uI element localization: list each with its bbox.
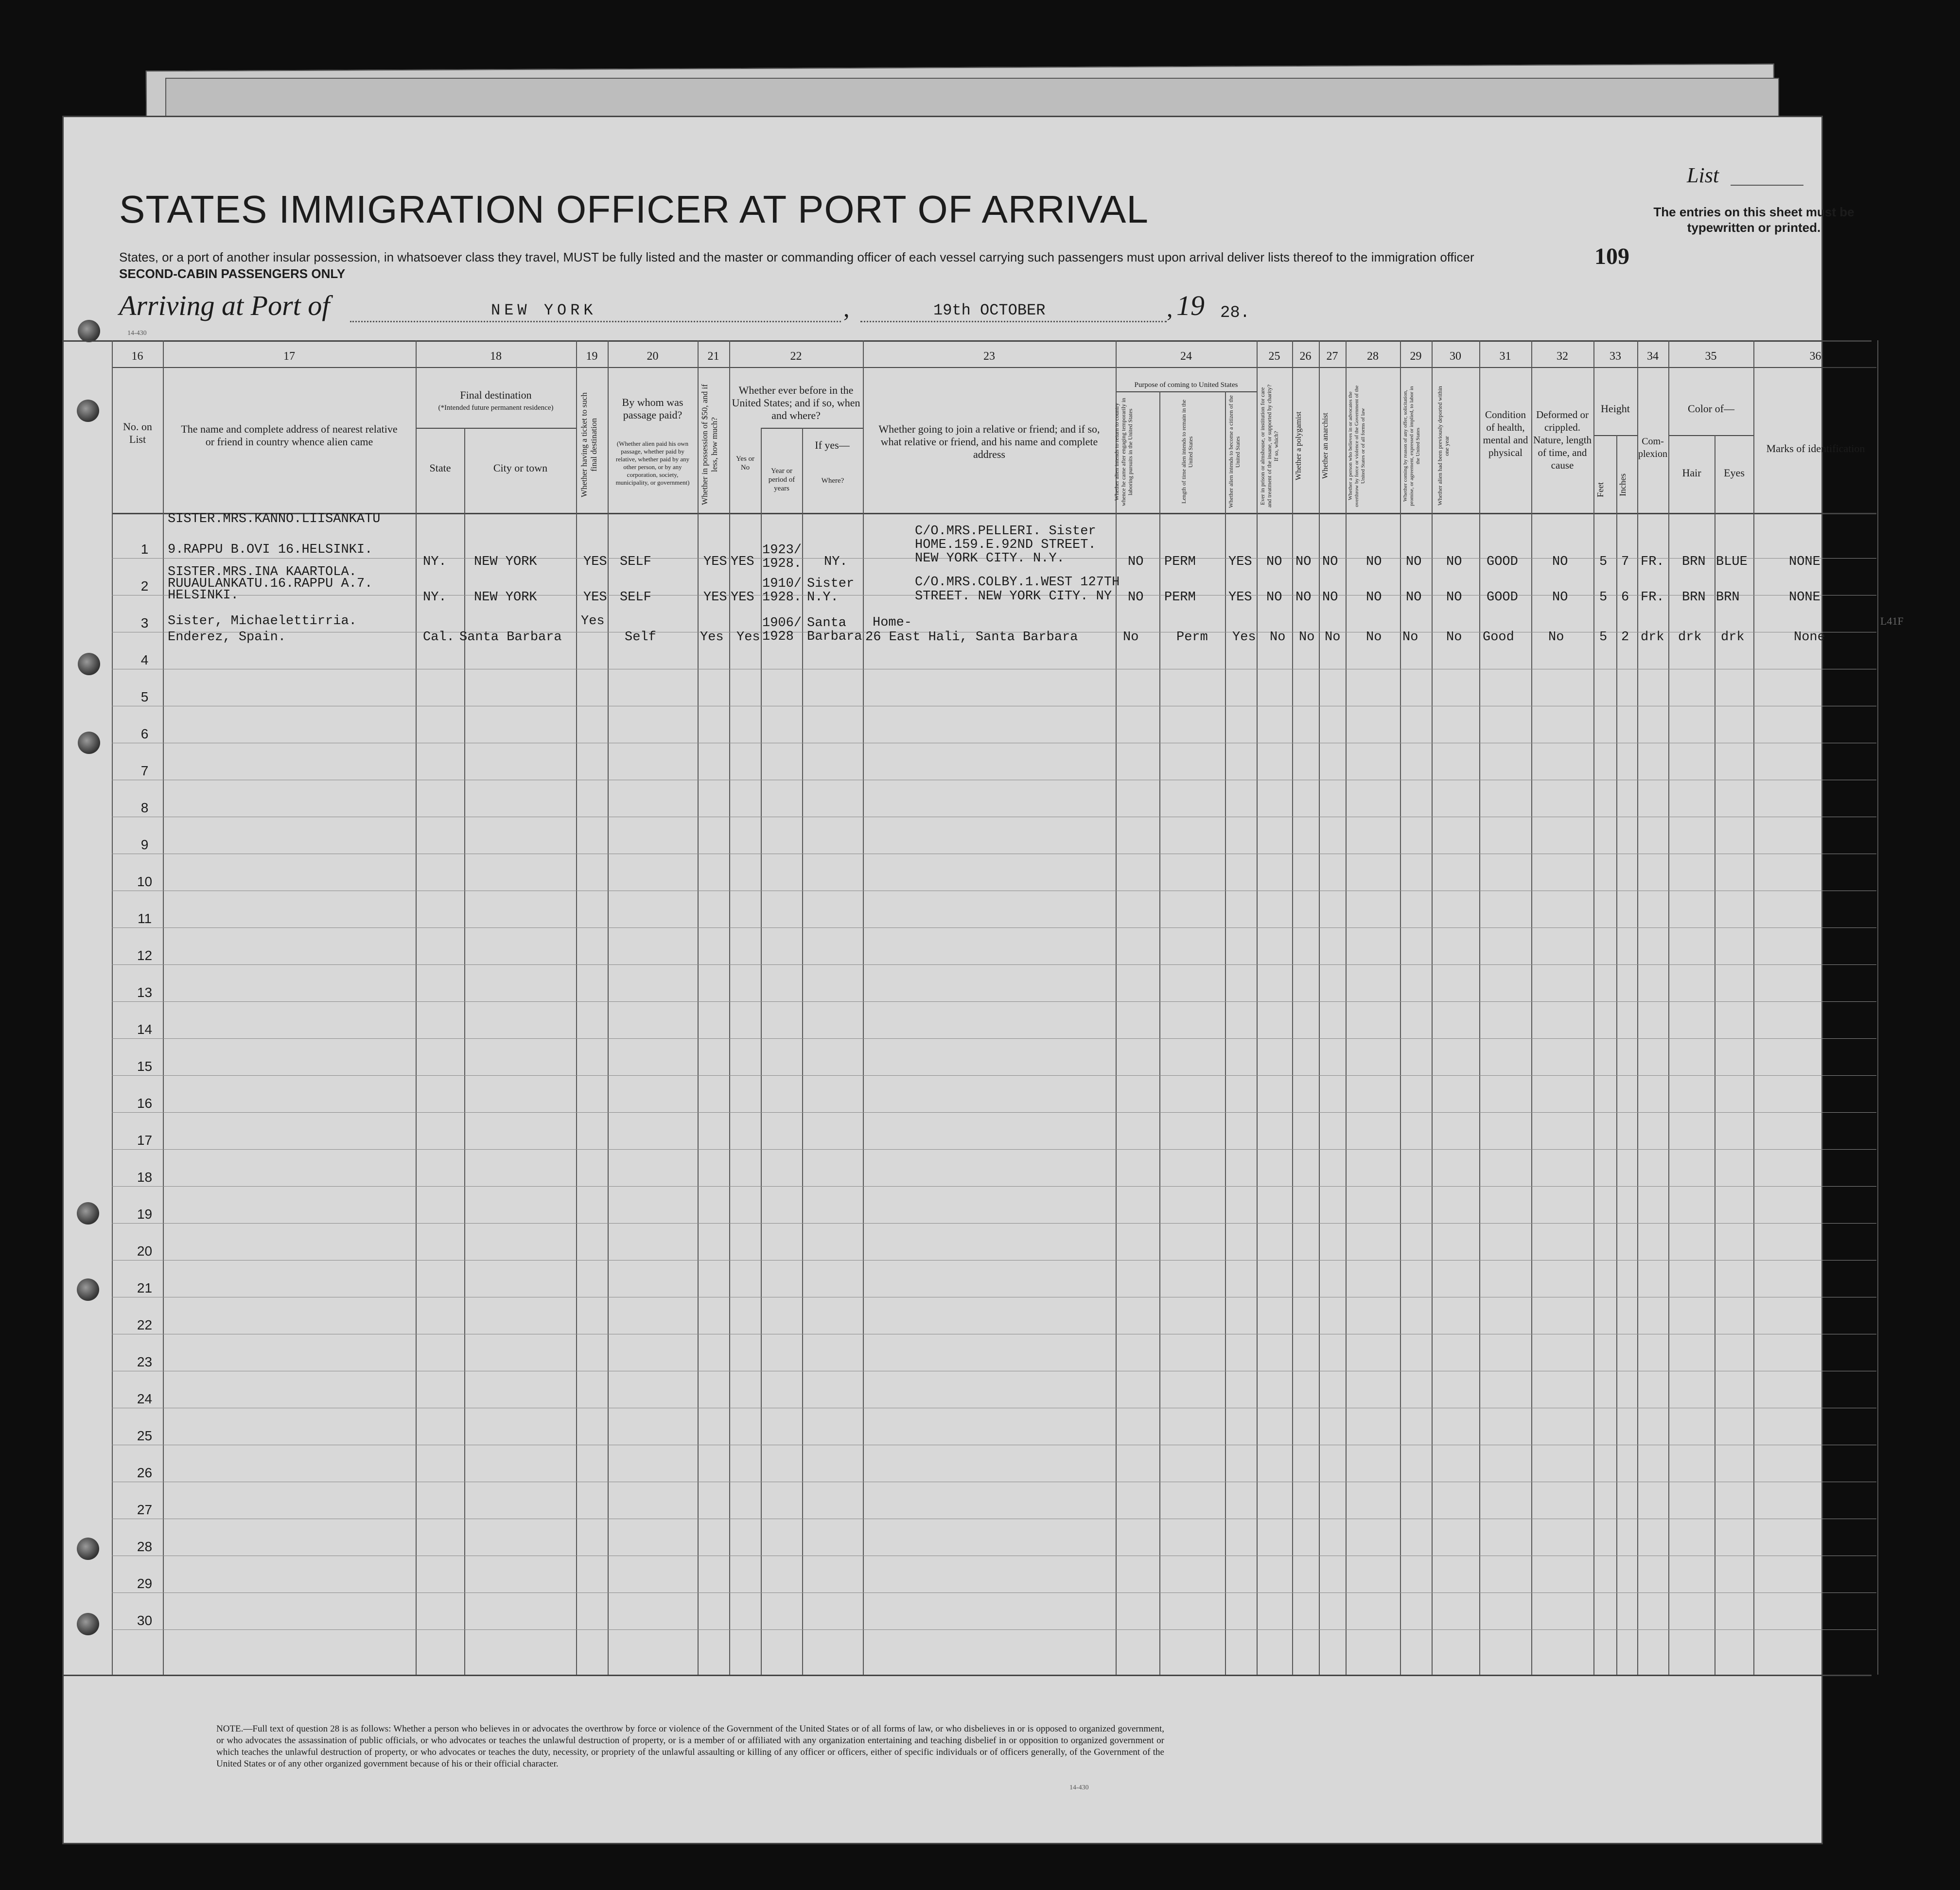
row-number: 18 — [137, 1170, 153, 1185]
ticket-cell: Yes — [581, 614, 605, 629]
polygamist-cell: NO — [1295, 590, 1312, 605]
q29-cell: No — [1402, 630, 1418, 645]
header-polygamist: Whether a polygamist — [1295, 411, 1303, 481]
punch-hole — [77, 400, 99, 422]
anarchist-cell: NO — [1322, 590, 1338, 605]
inches-cell: 6 — [1621, 590, 1629, 605]
paid-by-cell: Self — [625, 630, 656, 645]
header-paid-by-note: (Whether alien paid his own passage, whether paid by relative, whether paid by any other person, or by any corporation, society, municipality, or government) — [615, 440, 690, 486]
row-separator — [112, 1223, 1876, 1224]
column-line — [1616, 435, 1617, 1675]
column-number: 16 — [131, 350, 143, 363]
header-if-yes: If yes— — [815, 439, 850, 451]
column-number: 29 — [1410, 350, 1422, 363]
punch-hole — [77, 1613, 99, 1635]
row-number: 14 — [137, 1022, 153, 1037]
row-separator — [112, 1001, 1876, 1002]
row-number: 7 — [140, 763, 149, 778]
anarchist-cell: NO — [1322, 555, 1338, 569]
margin-annotation: L41F — [1880, 615, 1904, 627]
column-number: 21 — [707, 350, 719, 363]
header-q30: Whether alien had been previously deported within one year — [1436, 386, 1450, 506]
eyes-cell: drk — [1721, 630, 1745, 645]
column-number: 22 — [790, 350, 802, 363]
deformed-cell: NO — [1552, 590, 1568, 605]
column-number-row-border — [112, 367, 1876, 368]
header-possession: Whether in possession of $50, and if less, how much? — [700, 384, 719, 506]
column-number: 23 — [983, 350, 995, 363]
possession-cell: Yes — [700, 630, 724, 645]
typewritten-instruction: The entries on this sheet must be typewritten or printed. — [1653, 205, 1855, 235]
polygamist-cell: No — [1299, 630, 1315, 645]
where-cell: Sister N.Y. — [807, 577, 855, 605]
paid-by-cell: SELF — [620, 555, 651, 569]
city-cell: Santa Barbara — [459, 630, 562, 645]
row-number: 13 — [137, 985, 153, 1000]
row-number: 29 — [137, 1576, 153, 1591]
column-line — [802, 428, 803, 1675]
row-number: 22 — [137, 1317, 153, 1332]
column-number: 17 — [283, 350, 295, 363]
condition-cell: GOOD — [1487, 590, 1518, 605]
q30-cell: NO — [1446, 590, 1462, 605]
table-bottom-border — [62, 1675, 1872, 1676]
column-line — [464, 428, 465, 1675]
cabin-class: SECOND-CABIN PASSENGERS ONLY — [119, 266, 346, 281]
column-number: 19 — [586, 350, 598, 363]
years-cell: 1906/ 1928 — [762, 616, 802, 644]
complexion-cell: FR. — [1641, 555, 1664, 569]
column-number: 32 — [1557, 350, 1568, 363]
paid-by-cell: SELF — [620, 590, 651, 605]
deformed-cell: NO — [1552, 555, 1568, 569]
before-cell: Yes — [736, 630, 760, 645]
purpose-return-cell: No — [1123, 630, 1139, 645]
row-number: 5 — [140, 689, 149, 704]
purpose-subline — [1116, 391, 1257, 392]
row-separator — [112, 1149, 1876, 1150]
joining-cell: STREET. NEW YORK CITY. NY — [915, 589, 1112, 604]
column-line — [1432, 340, 1433, 1675]
row-number: 23 — [137, 1354, 153, 1369]
column-number: 26 — [1299, 350, 1312, 363]
year-prefix: 19 — [1176, 290, 1205, 321]
column-number: 33 — [1610, 350, 1621, 363]
state-cell: Cal. — [423, 630, 455, 645]
purpose-length-cell: PERM — [1164, 555, 1196, 569]
row-number: 19 — [137, 1207, 153, 1222]
column-line — [1225, 391, 1226, 1675]
final-dest-subline — [416, 428, 576, 429]
purpose-return-cell: NO — [1128, 590, 1144, 605]
header-deformed: Deformed or crippled. Nature, length of time, and cause — [1533, 409, 1592, 471]
header-ticket: Whether having a ticket to such final destination — [579, 392, 598, 497]
footer-form-code: 14-430 — [1069, 1784, 1089, 1791]
row-number: 3 — [140, 615, 149, 630]
header-state: State — [429, 462, 451, 474]
row-separator — [112, 1186, 1876, 1187]
row-number: 2 — [140, 578, 149, 594]
column-line — [1159, 391, 1160, 1675]
row-number: 12 — [137, 948, 153, 963]
header-year-period: Year or period of years — [768, 467, 795, 492]
prison-cell: NO — [1266, 555, 1282, 569]
feet-cell: 5 — [1599, 590, 1608, 605]
row-number: 8 — [140, 800, 149, 815]
header-before: Whether ever before in the United States; and if so, when and where? — [732, 384, 860, 421]
height-subline — [1593, 435, 1637, 436]
punch-hole — [77, 1202, 99, 1225]
ticket-cell: YES — [583, 590, 607, 605]
row-number: 6 — [140, 726, 149, 741]
manifest-sheet — [62, 116, 1823, 1844]
q30-cell: No — [1446, 630, 1462, 645]
marks-cell: NONE — [1789, 555, 1820, 569]
row-number: 16 — [137, 1096, 153, 1111]
column-line — [163, 340, 164, 1675]
column-number: 34 — [1647, 350, 1659, 363]
arriving-label: Arriving at Port of — [119, 290, 330, 321]
feet-cell: 5 — [1599, 630, 1608, 645]
row-number: 28 — [137, 1539, 153, 1554]
relative-address: HELSINKI. — [168, 588, 239, 603]
prison-cell: NO — [1266, 590, 1282, 605]
column-number: 20 — [647, 350, 659, 363]
relative-address: RUUAULANKATU.16.RAPPU A.7. — [168, 577, 373, 591]
header-complexion: Com-plexion — [1638, 436, 1667, 459]
row-number: 21 — [137, 1280, 153, 1295]
eyes-cell: BLUE — [1716, 555, 1748, 569]
column-line — [1479, 340, 1480, 1675]
row-separator — [112, 1038, 1876, 1039]
inches-cell: 2 — [1621, 630, 1629, 645]
header-marks: Marks of identification — [1766, 442, 1865, 455]
where-cell: NY. — [824, 555, 848, 569]
condition-cell: Good — [1483, 630, 1514, 645]
header-purpose: Purpose of coming to United States — [1134, 381, 1238, 389]
column-line — [1753, 340, 1754, 1675]
punch-hole — [78, 653, 100, 675]
possession-cell: YES — [703, 590, 727, 605]
header-purpose-return: Whether alien intends to return to country whence he came after engaging temporarily in laboring pursuits in the United States — [1113, 398, 1134, 506]
header-paid-by: By whom was passage paid? — [622, 396, 683, 421]
row-separator — [112, 964, 1876, 965]
state-cell: NY. — [423, 590, 447, 605]
header-anarchist: Whether an anarchist — [1321, 413, 1330, 479]
ticket-cell: YES — [583, 555, 607, 569]
column-line — [1668, 340, 1669, 1675]
years-cell: 1910/ 1928. — [762, 577, 802, 605]
relative-address: 9.RAPPU B.OVI 16.HELSINKI. — [168, 542, 373, 557]
row-number: 9 — [140, 837, 149, 852]
row-separator — [112, 1629, 1876, 1630]
state-cell: NY. — [423, 555, 447, 569]
header-purpose-citizen: Whether alien intends to become a citizen of the United States — [1227, 395, 1241, 508]
arrival-port: NEW YORK — [491, 301, 597, 319]
header-condition: Condition of health, mental and physical — [1483, 409, 1528, 458]
hair-cell: BRN — [1682, 590, 1706, 605]
column-line — [112, 340, 113, 1675]
column-number: 24 — [1180, 350, 1192, 363]
column-line — [761, 428, 762, 1675]
column-number: 28 — [1367, 350, 1379, 363]
row-number: 26 — [137, 1465, 153, 1480]
column-number: 31 — [1499, 350, 1511, 363]
header-hair: Hair — [1682, 467, 1701, 479]
condition-cell: GOOD — [1487, 555, 1518, 569]
polygamist-cell: NO — [1295, 555, 1312, 569]
row-number: 15 — [137, 1059, 153, 1074]
prison-cell: No — [1270, 630, 1286, 645]
color-subline — [1668, 435, 1753, 436]
q28-cell: NO — [1366, 590, 1382, 605]
purpose-citizen-cell: YES — [1228, 555, 1252, 569]
before-cell: YES — [731, 590, 754, 605]
row-number: 25 — [137, 1428, 153, 1443]
joining-cell: HOME.159.E.92ND STREET. — [915, 538, 1096, 552]
column-line — [1346, 340, 1347, 1675]
possession-cell: YES — [703, 555, 727, 569]
joining-cell: Home- — [873, 615, 912, 630]
column-line — [1877, 340, 1878, 1675]
relative-address: SISTER.MRS.INA KAARTOLA. — [168, 565, 357, 579]
city-cell: NEW YORK — [474, 555, 537, 569]
purpose-citizen-cell: Yes — [1232, 630, 1256, 645]
where-cell: Santa Barbara — [807, 616, 862, 644]
relative-address: Sister, Michaelettirria. — [168, 614, 357, 629]
header-color-of: Color of— — [1688, 402, 1734, 415]
purpose-length-cell: Perm — [1176, 630, 1208, 645]
column-line — [1116, 340, 1117, 1675]
column-line — [1319, 340, 1320, 1675]
listing-instructions — [119, 249, 1553, 282]
row-separator — [112, 1592, 1876, 1593]
column-line — [576, 340, 577, 1675]
column-number: 25 — [1268, 350, 1280, 363]
marks-cell: None — [1794, 630, 1825, 645]
header-eyes: Eyes — [1724, 467, 1745, 479]
joining-cell: NEW YORK CITY. N.Y. — [915, 551, 1065, 566]
header-yes-no: Yes or No — [735, 455, 755, 472]
header-final-destination-note: (*Intended future permanent residence) — [438, 404, 554, 412]
anarchist-cell: No — [1325, 630, 1341, 645]
comma: , — [843, 295, 850, 322]
list-line — [1731, 185, 1803, 186]
column-line — [1637, 340, 1638, 1675]
city-cell: NEW YORK — [474, 590, 537, 605]
q29-cell: NO — [1406, 590, 1422, 605]
sheet-number: 109 — [1594, 244, 1629, 269]
eyes-cell: BRN — [1716, 590, 1740, 605]
joining-cell: C/O.MRS.COLBY.1.WEST 127TH — [915, 575, 1120, 590]
header-final-destination: Final destination — [460, 389, 532, 401]
column-line — [698, 340, 699, 1675]
column-number: 27 — [1326, 350, 1338, 363]
column-number: 36 — [1809, 350, 1821, 363]
header-inches: Inches — [1618, 473, 1628, 496]
row-separator — [112, 1112, 1876, 1113]
row-number: 4 — [140, 652, 149, 667]
row-number: 10 — [137, 874, 153, 889]
column-line — [729, 340, 730, 1675]
years-cell: 1923/ 1928. — [762, 543, 802, 571]
column-line — [1257, 340, 1258, 1675]
column-line — [1400, 340, 1401, 1675]
column-line — [416, 340, 417, 1675]
column-number: 30 — [1450, 350, 1461, 363]
port-dotline — [350, 321, 841, 322]
header-where: Where? — [821, 477, 844, 485]
header-no-on-list: No. on List — [123, 420, 152, 445]
column-line — [608, 340, 609, 1675]
column-number: 35 — [1705, 350, 1717, 363]
q28-cell: No — [1366, 630, 1382, 645]
header-feet: Feet — [1595, 482, 1605, 497]
inches-cell: 7 — [1621, 555, 1629, 569]
table-top-border — [62, 340, 1872, 342]
purpose-return-cell: NO — [1128, 555, 1144, 569]
row-number: 24 — [137, 1391, 153, 1406]
row-number: 11 — [137, 911, 152, 926]
date-dotline — [860, 321, 1167, 322]
q29-cell: NO — [1406, 555, 1422, 569]
hair-cell: drk — [1678, 630, 1702, 645]
column-line — [1292, 340, 1293, 1675]
header-purpose-length: Length of time alien intends to remain in the United States — [1180, 400, 1194, 504]
row-number: 1 — [140, 542, 149, 557]
header-relative: The name and complete address of nearest relative or friend in country whence alien came — [181, 423, 398, 448]
punch-hole — [78, 732, 100, 754]
before-cell: YES — [731, 555, 754, 569]
relative-address: Enderez, Spain. — [168, 630, 286, 645]
question-28-note: NOTE.—Full text of question 28 is as follows: Whether a person who believes in or advocates the overthrow by force or violence of the Government of the United States or of all forms of law, or who disbelieves in or is opposed to organized government, or who advocates the assassination of public officials, or who advocates or teaches the unlawful destruction of property, or is a member of or affiliated with any organization entertaining and teaching disbelief in or opposition to organized government or which teaches the unlawful destruction of property, or who advocates or teaches the duty, necessity, or propriety of the unlawful assaulting or killing of any officer or officers, either of specific individuals or of officers generally, of the Government of the United States or of any other organized government because of his or their official character. — [216, 1724, 1164, 1769]
row-number: 17 — [137, 1133, 153, 1148]
relative-address: SISTER.MRS.KANNO.LIISANKATU — [168, 512, 381, 526]
header-prison: Ever in prison or almshouse, or institution for care and treatment of the insane, or supported by charity? If so, which? — [1259, 385, 1279, 508]
header-height: Height — [1601, 402, 1630, 415]
punch-hole — [77, 1278, 99, 1301]
row-separator — [112, 1075, 1876, 1076]
column-number: 18 — [490, 350, 502, 363]
form-code: 14-430 — [127, 330, 147, 337]
column-line — [863, 340, 864, 1675]
listing-text: States, or a port of another insular possession, in whatsoever class they travel, MUST be fully listed and the master or commanding officer of each vessel carrying such passengers must upon arrival deliver lists thereof to the immigration officer — [119, 250, 1474, 264]
hair-cell: BRN — [1682, 555, 1706, 569]
joining-cell: 26 East Hali, Santa Barbara — [865, 630, 1078, 645]
header-q29: Whether coming by reason of any offer, solicitation, promise, or agreement, expressed or implied, to labor in the United States — [1402, 386, 1421, 506]
page-title: STATES IMMIGRATION OFFICER AT PORT OF ARRIVAL — [119, 188, 1149, 231]
header-q28: Whether a person who believes in or advocates the overthrow by force or violence of the Government of the United States or of all forms of law — [1348, 385, 1366, 507]
complexion-cell: drk — [1641, 630, 1664, 645]
purpose-citizen-cell: YES — [1228, 590, 1252, 605]
joining-cell: C/O.MRS.PELLERI. Sister — [915, 524, 1096, 539]
q28-cell: NO — [1366, 555, 1382, 569]
column-line — [1593, 340, 1594, 1675]
feet-cell: 5 — [1599, 555, 1608, 569]
row-number: 20 — [137, 1243, 153, 1259]
column-line — [1531, 340, 1532, 1675]
q30-cell: NO — [1446, 555, 1462, 569]
arrival-year: 28. — [1220, 304, 1250, 322]
before-subline — [761, 428, 863, 429]
row-number: 27 — [137, 1502, 153, 1517]
complexion-cell: FR. — [1641, 590, 1664, 605]
header-city: City or town — [493, 462, 548, 474]
deformed-cell: No — [1548, 630, 1564, 645]
punch-hole — [78, 320, 100, 342]
marks-cell: NONE — [1789, 590, 1820, 605]
purpose-length-cell: PERM — [1164, 590, 1196, 605]
header-joining: Whether going to join a relative or friend; and if so, what relative or friend, and his name and complete address — [878, 423, 1100, 460]
comma: , — [1167, 295, 1173, 322]
punch-hole — [77, 1538, 99, 1560]
arrival-date: 19th OCTOBER — [933, 301, 1046, 319]
row-number: 30 — [137, 1613, 153, 1628]
list-label: List — [1687, 163, 1719, 187]
